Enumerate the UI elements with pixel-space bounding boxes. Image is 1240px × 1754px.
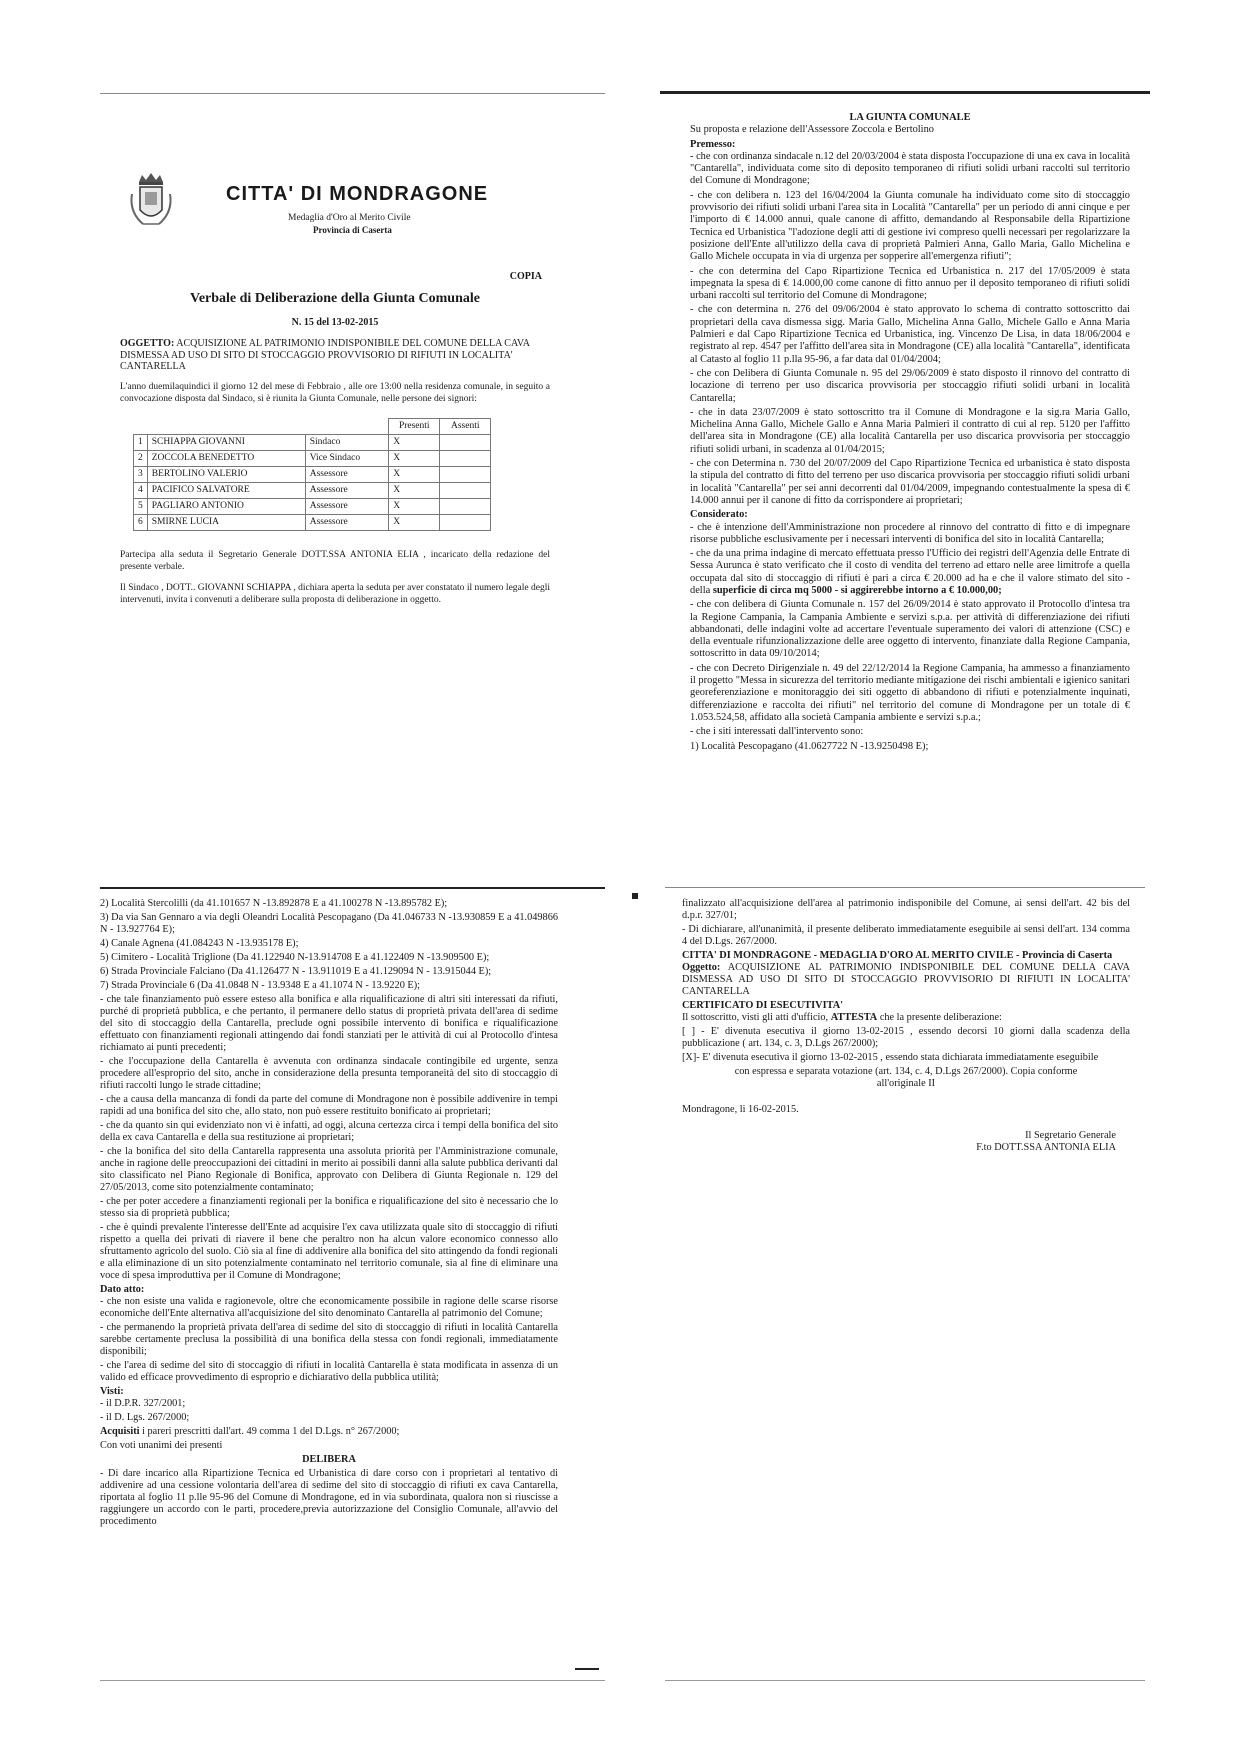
attendance-row [134, 435, 491, 451]
proposal-line: Su proposta e relazione dell'Assessore Zoccola e Bertolino [690, 124, 934, 136]
site-item: 5) Cimitero - Località Triglione (Da 41.122940 N-13.914708 E a 41.122409 N -13.909500 E); [100, 952, 490, 963]
consideration-item: - che tale finanziamento può essere esteso alla bonifica e alla riqualificazione di altri siti interessati da rifiuti, purché di proprietà pubblica, e che pertanto, il permanere dello status di proprietà privata dell'area di sedime del sito di stoccaggio della Cantarella, preclude ogni possibile intervento di bonifica e riqualificazione effettuato con finanziamenti regionali attingendo dai fondi stanziati per le attività di cui al Protocollo d'intesa richiamato ai punti precedenti; [100, 994, 558, 1053]
certificate-intro [682, 1012, 1130, 1024]
member-name: PACIFICO SALVATORE [147, 483, 305, 499]
premesso-label: Premesso: [690, 138, 736, 150]
attendance-row [134, 515, 491, 531]
municipal-crest [128, 170, 174, 232]
certificate-intro-end: che la presente deliberazione: [879, 1012, 1002, 1023]
considerato-label: Considerato: [690, 509, 748, 521]
premesso-item: - che con ordinanza sindacale n.12 del 20/03/2004 è stata disposta l'occupazione di una ex cava in località "Cantarella", individuata come sito di deposito temporaneo di rifiuti solidi urbani raccolti sul territorio del Comune di Mondragone; [690, 150, 1130, 187]
province-subtitle: Provincia di Caserta [313, 225, 392, 235]
place-date: Mondragone, li 16-02-2015. [682, 1104, 799, 1115]
acquisiti-label: Acquisiti [100, 1426, 140, 1437]
session-intro: L'anno duemilaquindici il giorno 12 del mese di Febbraio , alle ore 13:00 nella residenza comunale, in seguito a convocazione disposta dal Sindaco, si è riunita la Giunta Comunale, nelle persone dei signori: [120, 382, 550, 404]
member-name: BERTOLINO VALERIO [147, 467, 305, 483]
absent-header: Assenti [440, 419, 491, 435]
premesso-item: - che con determina del Capo Ripartizione Tecnica ed Urbanistica n. 217 del 17/05/2009 è stata impegnata la spesa di € 14.000,00 come canone di fitto annuo per il deposito temporaneo di rifiuti solidi urbani raccolti sul territorio del Comune di Mondragone; [690, 265, 1130, 302]
document-title: Verbale di Deliberazione della Giunta Comunale [190, 291, 480, 306]
absent-mark [440, 499, 491, 515]
visti-item: - il D.P.R. 327/2001; [100, 1398, 186, 1409]
subject-block [120, 338, 550, 373]
attendance-row [134, 467, 491, 483]
dato-atto-item: - che l'area di sedime del sito di stoccaggio di rifiuti in località Cantarella è stata modificata in assenza di un valido ed efficace provvedimento di esproprio e dichiarativo della pubblica utilità; [100, 1360, 558, 1383]
attendance-row [134, 451, 491, 467]
signature-title: Il Segretario Generale [1025, 1130, 1116, 1141]
absent-mark [440, 483, 491, 499]
member-name: ZOCCOLA BENEDETTO [147, 451, 305, 467]
subject-label: OGGETTO: [120, 338, 175, 349]
city-line: CITTA' DI MONDRAGONE - MEDAGLIA D'ORO AL MERITO CIVILE - Provincia di Caserta [682, 950, 1113, 961]
signature-name: F.to DOTT.SSA ANTONIA ELIA [976, 1142, 1116, 1153]
considerato-item [690, 548, 1130, 597]
dato-atto-item: - che non esiste una valida e ragionevole, oltre che economicamente possibile in ragione delle scarse risorse economiche dell'Ente alternativa all'acquisizione del sito denominato Cantarella al patrimonio del Comune; [100, 1296, 558, 1319]
present-mark: X [389, 435, 440, 451]
delibera-continuation: finalizzato all'acquisizione dell'area al patrimonio indisponibile del Comune, ai sensi dell'art. 42 bis del d.p.r. 327/01; [682, 898, 1130, 921]
secretary-note: Partecipa alla seduta il Segretario Generale DOTT.SSA ANTONIA ELIA , incaricato della redazione del presente verbale. [120, 550, 550, 572]
consideration-item: - che l'occupazione della Cantarella è avvenuta con ordinanza sindacale contingibile ed urgente, senza procedere all'esproprio del sito, anche in considerazione della presunta temporaneità del sito di stoccaggio di rifiuti raccolti lungo le strade cittadine; [100, 1056, 558, 1091]
present-mark: X [389, 451, 440, 467]
member-name: SCHIAPPA GIOVANNI [147, 435, 305, 451]
absent-mark [440, 435, 491, 451]
visti-item: - il D. Lgs. 267/2000; [100, 1412, 190, 1423]
acquisiti-text: i pareri prescritti dall'art. 49 comma 1 del D.Lgs. n° 267/2000; [142, 1426, 400, 1437]
site-item: 6) Strada Provinciale Falciano (Da 41.126477 N - 13.911019 E a 41.129094 N - 13.915044 E); [100, 966, 492, 977]
considerato-item: - che con delibera di Giunta Comunale n. 157 del 26/09/2014 è stato approvato il Protocollo d'intesa tra la Regione Campania, la Campania Ambiente e servizi s.p.a. per attività di differenziazione dei rifiuti abbandonati, delle indagini volte ad accertare l'eventuale superamento dei valori di attenzione (CSC) e della eventuale rifunzionalizzazione delle aree oggetto di intervento, finanziate dalla Regione Campania, sottoscritto in data 09/10/2014; [690, 599, 1130, 660]
row-number: 6 [134, 515, 148, 531]
member-role: Assessore [305, 483, 389, 499]
copy-label: COPIA [509, 271, 542, 282]
site-item: 2) Località Stercolilli (da 41.101657 N -13.892878 E a 41.100278 N -13.895782 E); [100, 898, 448, 909]
subject-text: ACQUISIZIONE AL PATRIMONIO INDISPONIBILE DEL COMUNE DELLA CAVA DISMESSA AD USO DI SITO DI STOCCAGGIO PROVVISORIO DI RIFIUTI IN LOCALITA' CANTARELLA [682, 962, 1130, 997]
subject-text: ACQUISIZIONE AL PATRIMONIO INDISPONIBILE DEL COMUNE DELLA CAVA DISMESSA AD USO DI SITO DI STOCCAGGIO PROVVISORIO DI RIFIUTI IN LOCALITA' CANTARELLA [120, 338, 530, 372]
document-page-3 [100, 898, 558, 1578]
present-header: Presenti [389, 419, 440, 435]
medal-subtitle: Medaglia d'Oro al Merito Civile [288, 213, 411, 223]
row-number: 2 [134, 451, 148, 467]
delibera-heading: DELIBERA [302, 1454, 356, 1465]
document-page-2 [690, 112, 1130, 832]
scan-edge-line [100, 887, 605, 889]
absent-mark [440, 515, 491, 531]
member-role: Assessore [305, 499, 389, 515]
certificate-option: [X]- E' divenuta esecutiva il giorno 13-02-2015 , essendo stata dichiarata immediatamente eseguibile [682, 1052, 1099, 1063]
member-role: Assessore [305, 515, 389, 531]
member-role: Vice Sindaco [305, 451, 389, 467]
attendance-row [134, 483, 491, 499]
scan-edge-line [100, 93, 605, 94]
attendance-header-row [134, 419, 491, 435]
certificate-option: [ ] - E' divenuta esecutiva il giorno 13-02-2015 , essendo decorsi 10 giorni dalla scadenza della pubblicazione ( art. 134, c. 3, D.Lgs 267/2000); [682, 1026, 1130, 1049]
certificate-title: CERTIFICATO DI ESECUTIVITA' [682, 1000, 843, 1011]
attendance-table [133, 418, 491, 531]
dato-atto-label: Dato atto: [100, 1284, 145, 1295]
subject-label: Oggetto: [682, 962, 721, 973]
attesta-label: ATTESTA [830, 1012, 878, 1023]
present-mark: X [389, 483, 440, 499]
votes-line: Con voti unanimi dei presenti [100, 1440, 223, 1451]
mayor-note: Il Sindaco , DOTT.. GIOVANNI SCHIAPPA , dichiara aperta la seduta per aver constatato il numero legale degli intervenuti, invita i convenuti a deliberare sulla proposta di deliberazione in oggetto. [120, 583, 550, 605]
row-number: 5 [134, 499, 148, 515]
consideration-item: - che da quanto sin qui evidenziato non vi è infatti, ad oggi, alcuna certezza circa i tempi della bonifica del sito della ex cava Cantarella e della sua restituzione ai proprietari; [100, 1120, 558, 1143]
immediate-execution: - Di dichiarare, all'unanimità, il presente deliberato immediatamente eseguibile ai sensi dell'art. 134 comma 4 del D.Lgs. 267/2000. [682, 924, 1130, 947]
row-number: 3 [134, 467, 148, 483]
acquisiti-line [100, 1426, 558, 1438]
member-role: Sindaco [305, 435, 389, 451]
document-page-1 [120, 160, 550, 620]
premesso-item: - che con delibera n. 123 del 16/04/2004 la Giunta comunale ha individuato come sito di stoccaggio provvisorio dei rifiuti solidi urbani l'area sita in Località "Cantarella" per un periodo di anni cinque e per l'importo di € 14.000 annui, quale canone di affitto, demandando al Responsabile della Ripartizione Tecnica ed Urbanistica "l'adozione degli atti di gestione ivi compreso quelli necessari per regolarizzare la posizione dell'Ente all'utilizzo della cava di proprietà Palmieri Anna, Gallo Maria, Gallo Michelina e Gallo Michele occupata in via di urgenza per sopperire all'emergenza rifiuti"; [690, 189, 1130, 263]
document-number: N. 15 del 13-02-2015 [291, 317, 379, 328]
site-item: 7) Strada Provinciale 6 (Da 41.0848 N - 13.9348 E a 41.1074 N - 13.9220 E); [100, 980, 421, 991]
consideration-item: - che la bonifica del sito della Cantarella rappresenta una assoluta priorità per l'Amministrazione comunale, anche in ragione delle preoccupazioni dei cittadini in merito ai possibili danni alla salute pubblica derivanti dal sito classificato nel Piano Regionale di Bonifica, approvato con Delibera di Giunta Regionale n. 129 del 27/05/2013, come sito potenzialmente contaminato; [100, 1146, 558, 1193]
present-mark: X [389, 499, 440, 515]
present-mark: X [389, 467, 440, 483]
member-role: Assessore [305, 467, 389, 483]
delibera-text: - Di dare incarico alla Ripartizione Tecnica ed Urbanistica di dare corso con i proprietari al tentativo di addivenire ad una cessione volontaria dell'area di sedime del sito di stoccaggio di rifiuti ex cava Cantarella, riportata al foglio 11 p.lle 95-96 del Comune di Mondragone, ed in via subordinata, qualora non si riuscisse a raggiungere un accordo con le parti, procedere,previa autorizzazione del Consiglio Comunale, all'avvio del procedimento [100, 1468, 558, 1527]
council-heading: LA GIUNTA COMUNALE [849, 112, 971, 123]
premesso-item: - che in data 23/07/2009 è stato sottoscritto tra il Comune di Mondragone e la sig.ra Maria Gallo, Michelina Anna Gallo, Michele Gallo e Anna Maria Palmieri il contratto di cui al rep. 5120 per l'affitto dell'area sita in Mondragone (CE) alla località Cantarella per uso discarica provvisoria per stoccaggio rifiuti solidi urbani, in scadenza al 01/04/2015; [690, 406, 1130, 455]
consideration-item: - che per poter accedere a finanziamenti regionali per la bonifica e riqualificazione del sito è necessario che lo stesso sia di proprietà pubblica; [100, 1196, 558, 1219]
site-item: 1) Località Pescopagano (41.0627722 N -13.9250498 E); [690, 740, 929, 752]
scan-edge-line [665, 887, 1145, 888]
present-mark: X [389, 515, 440, 531]
attendance-row [134, 499, 491, 515]
scan-edge-line [632, 893, 638, 899]
dato-atto-item: - che permanendo la proprietà privata dell'area di sedime del sito di stoccaggio di rifiuti in località Cantarella sarebbe certamente preclusa la possibilità di una bonifica della stessa con fondi regionali, immediatamente disponibili; [100, 1322, 558, 1357]
city-title: CITTA' DI MONDRAGONE [226, 183, 489, 205]
considerato-item: - che i siti interessati dall'intervento sono: [690, 726, 864, 738]
certificate-vote: con espressa e separata votazione (art. 134, c. 4, D.Lgs 267/2000). Copia conforme all'originale II [734, 1066, 1078, 1089]
document-page-4 [682, 898, 1130, 1198]
scan-edge-line [100, 1680, 605, 1681]
row-number: 1 [134, 435, 148, 451]
premesso-item: - che con determina n. 276 del 09/06/2004 è stato approvato lo schema di contratto sottoscritto dai proprietari della cava dismessa sigg. Maria Gallo, Michelina Anna Gallo, Michele Gallo e Anna Maria Palmieri e dal Capo Ripartizione Tecnica ed Urbanistica, ing. Vincenzo De Lisa, in data 18/06/2004 e registrato al rep. 4547 per l'affitto dell'area sita in Mondragone (CE) alla località "Cantarella", identificata al Catasto al foglio 11 p.lla 95-96, a far data dal 01/04/2004; [690, 304, 1130, 365]
premesso-item: - che con Delibera di Giunta Comunale n. 95 del 29/06/2009 è stato disposto il rinnovo del contratto di locazione di terreno per uso discarica provvisoria per stoccaggio rifiuti solidi urbani in località Cantarella; [690, 367, 1130, 404]
absent-mark [440, 451, 491, 467]
site-item: 3) Da via San Gennaro a via degli Oleandri Località Pescopagano (Da 41.046733 N -13.930859 E a 41.049866 N - 13.927764 E); [100, 912, 558, 935]
consideration-item: - che a causa della mancanza di fondi da parte del comune di Mondragone non è possibile addivenire in tempi rapidi ad una bonifica del sito che, allo stato, non può essere restituito bonificato ai proprietari; [100, 1094, 558, 1117]
scan-edge-line [575, 1668, 599, 1670]
considerato-text: - che da una prima indagine di mercato effettuata presso l'Ufficio dei registri dell'Agenzia delle Entrate di Sessa Aurunca è stato verificato che il costo di vendita del terreno ad ettaro nelle aree limitrofe a quella occupata dal sito di stoccaggio di rifiuti è pari a circa € 20.000 ad ha e che il valore stimato del sito - della [690, 548, 1130, 596]
member-name: PAGLIARO ANTONIO [147, 499, 305, 515]
considerato-item: - che con Decreto Dirigenziale n. 49 del 22/12/2014 la Regione Campania, ha ammesso a finanziamento il progetto "Messa in sicurezza del territorio mediante mitigazione dei rischi ambientali e igienico sanitari georeferenziazione e monitoraggio dei siti oggetto di abbandono di rifiuti e potenzialmente inquinati, differenziazione e raccolta dei rifiuti" nel territorio del comune di Mondragone per un totale di € 1.053.524,58, affidato alla società Campania ambiente e servizi s.p.a.; [690, 662, 1130, 723]
visti-label: Visti: [100, 1386, 124, 1397]
site-item: 4) Canale Agnena (41.084243 N -13.935178 E); [100, 938, 299, 949]
scan-edge-line [665, 1680, 1145, 1681]
member-name: SMIRNE LUCIA [147, 515, 305, 531]
considerato-item: - che è intenzione dell'Amministrazione non procedere al rinnovo del contratto di fitto e di impegnare risorse pubbliche esclusivamente per i necessari interventi di bonifica del sito in località Cantarella; [690, 521, 1130, 545]
estimated-value: superficie di circa mq 5000 - si aggirerebbe intorno a € 10.000,00; [712, 584, 1002, 596]
subject-block [682, 962, 1130, 998]
row-number: 4 [134, 483, 148, 499]
scan-edge-line [660, 91, 1150, 94]
certificate-intro-text: Il sottoscritto, visti gli atti d'ufficio, [682, 1012, 829, 1023]
consideration-item: - che è quindi prevalente l'interesse dell'Ente ad acquisire l'ex cava utilizzata quale sito di stoccaggio di rifiuti rispetto a quella dei privati di riavere il bene che peraltro non ha alcun valore economico connesso allo sfruttamento agricolo del suolo. Ciò sia al fine di addivenire alla bonifica del sito attingendo da fondi regionali e alla eliminazione di un sito potenzialmente contaminato nel territorio comunale, sia al fine di eliminare una voce di spesa improduttiva per il Comune di Mondragone; [100, 1222, 558, 1281]
premesso-item: - che con Determina n. 730 del 20/07/2009 del Capo Ripartizione Tecnica ed urbanistica è stato disposta la stipula del contratto di fitto del terreno per uso discarica provvisoria per stoccaggio rifiuti solidi urbani in località "Cantarella" per sei anni decorrenti dal 01/04/2009, impegnando contestualmente la spesa di € 14.000 annui per il canone di fitto da corrispondere ai proprietari; [690, 458, 1130, 506]
absent-mark [440, 467, 491, 483]
